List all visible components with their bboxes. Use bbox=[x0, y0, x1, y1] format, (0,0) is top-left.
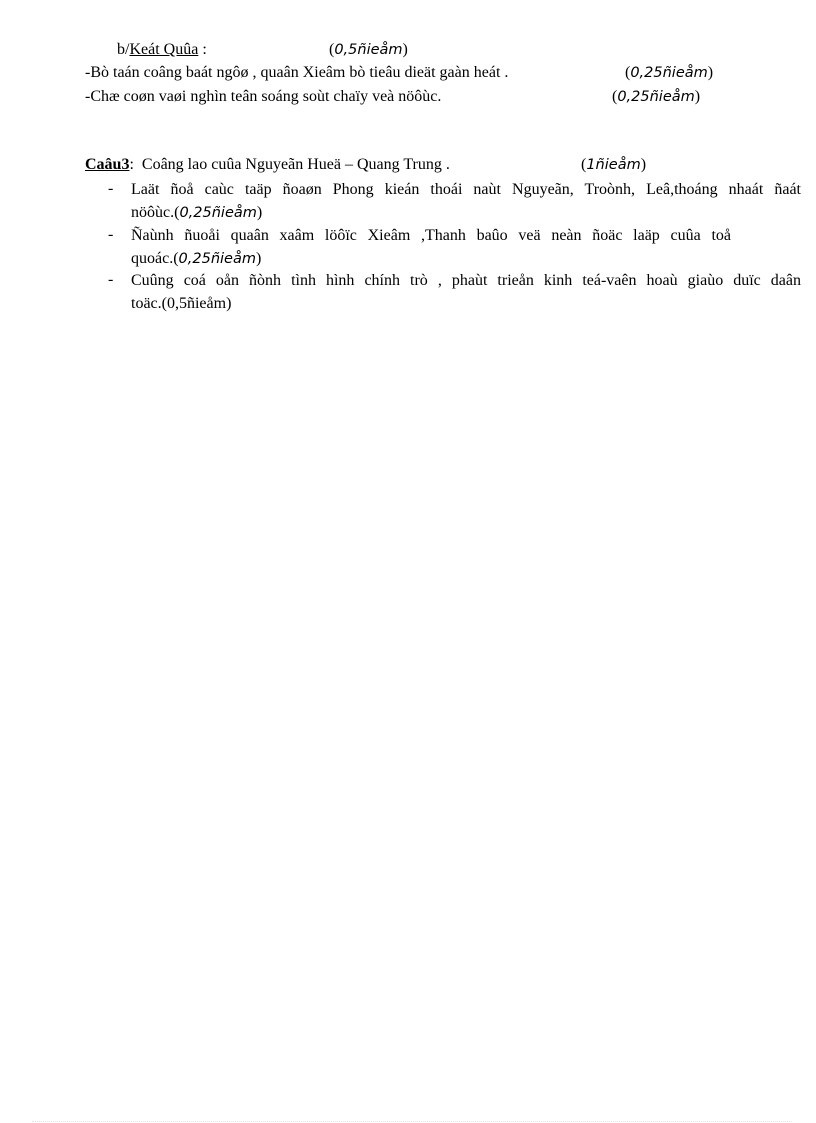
page-bottom-divider bbox=[32, 1121, 792, 1122]
cau3-item-1-score: 0,25ñieåm bbox=[179, 205, 257, 221]
cau3-item-1 bbox=[131, 178, 801, 225]
part-b-line-2-score-value: 0,25ñieåm bbox=[617, 89, 695, 105]
cau3-item-2-close: ) bbox=[255, 250, 262, 267]
part-b-prefix: b/ bbox=[117, 41, 130, 58]
cau3-item-2-line-1: Ñaùnh ñuoåi quaân xaâm löôïc Xieâm ,Thanh baûo veä neàn ñoäc laäp cuûa toå bbox=[131, 227, 731, 244]
score-close: ) bbox=[402, 41, 408, 58]
score-open: ( bbox=[329, 41, 335, 58]
cau3-colon: : bbox=[129, 156, 134, 173]
cau3-item-1-close: ) bbox=[256, 204, 263, 221]
part-b-line-2: -Chæ coøn vaøi nghìn teân soáng soùt chaïy veà nöôùc. bbox=[85, 88, 442, 105]
cau3-item-2-line-2: quoác.( bbox=[131, 250, 179, 267]
bullet-dash-icon: - bbox=[108, 226, 114, 243]
cau3-title: Coâng lao cuûa Nguyeãn Hueä – Quang Trung . bbox=[141, 156, 450, 173]
part-b-heading: Keát Quûa bbox=[129, 41, 199, 58]
cau3-item-2 bbox=[131, 224, 731, 271]
part-b-line-1: -Bò taán coâng baát ngôø , quaân Xieâm bò tieâu dieät gaàn heát . bbox=[85, 64, 509, 81]
cau3-item-1-line-2: nöôùc.( bbox=[131, 204, 180, 221]
cau3-item-3-line-1: Cuûng coá oån ñònh tình hình chính trò , phaùt trieån kinh teá-vaên hoaù giaùo duïc daân bbox=[131, 272, 801, 289]
bullet-dash-icon: - bbox=[108, 180, 114, 197]
cau3-heading-line bbox=[85, 155, 450, 175]
part-b-line-1-score-value: 0,25ñieåm bbox=[630, 65, 708, 81]
cau3-item-2-score: 0,25ñieåm bbox=[178, 251, 256, 267]
part-b-score bbox=[329, 40, 408, 60]
part-b-heading-line bbox=[117, 40, 207, 60]
cau3-item-3-line-2: toäc.(0,5ñieåm) bbox=[131, 295, 232, 312]
cau3-item-3 bbox=[131, 269, 801, 315]
part-b-line-1-score: (0,25ñieåm) bbox=[625, 64, 714, 81]
cau3-score: (1ñieåm) bbox=[581, 156, 647, 173]
cau3-item-1-line-1: Laät ñoå caùc taäp ñoaøn Phong kieán thoái naùt Nguyeãn, Troònh, Leâ,thoáng nhaát ñaát bbox=[131, 181, 801, 198]
part-b-score-value: 0,5ñieåm bbox=[334, 42, 403, 58]
cau3-label: Caâu3 bbox=[85, 156, 130, 173]
bullet-dash-icon: - bbox=[108, 271, 114, 288]
cau3-score-value: 1ñieåm bbox=[586, 157, 641, 173]
part-b-colon: : bbox=[198, 41, 207, 58]
part-b-line-2-score: (0,25ñieåm) bbox=[612, 88, 701, 105]
